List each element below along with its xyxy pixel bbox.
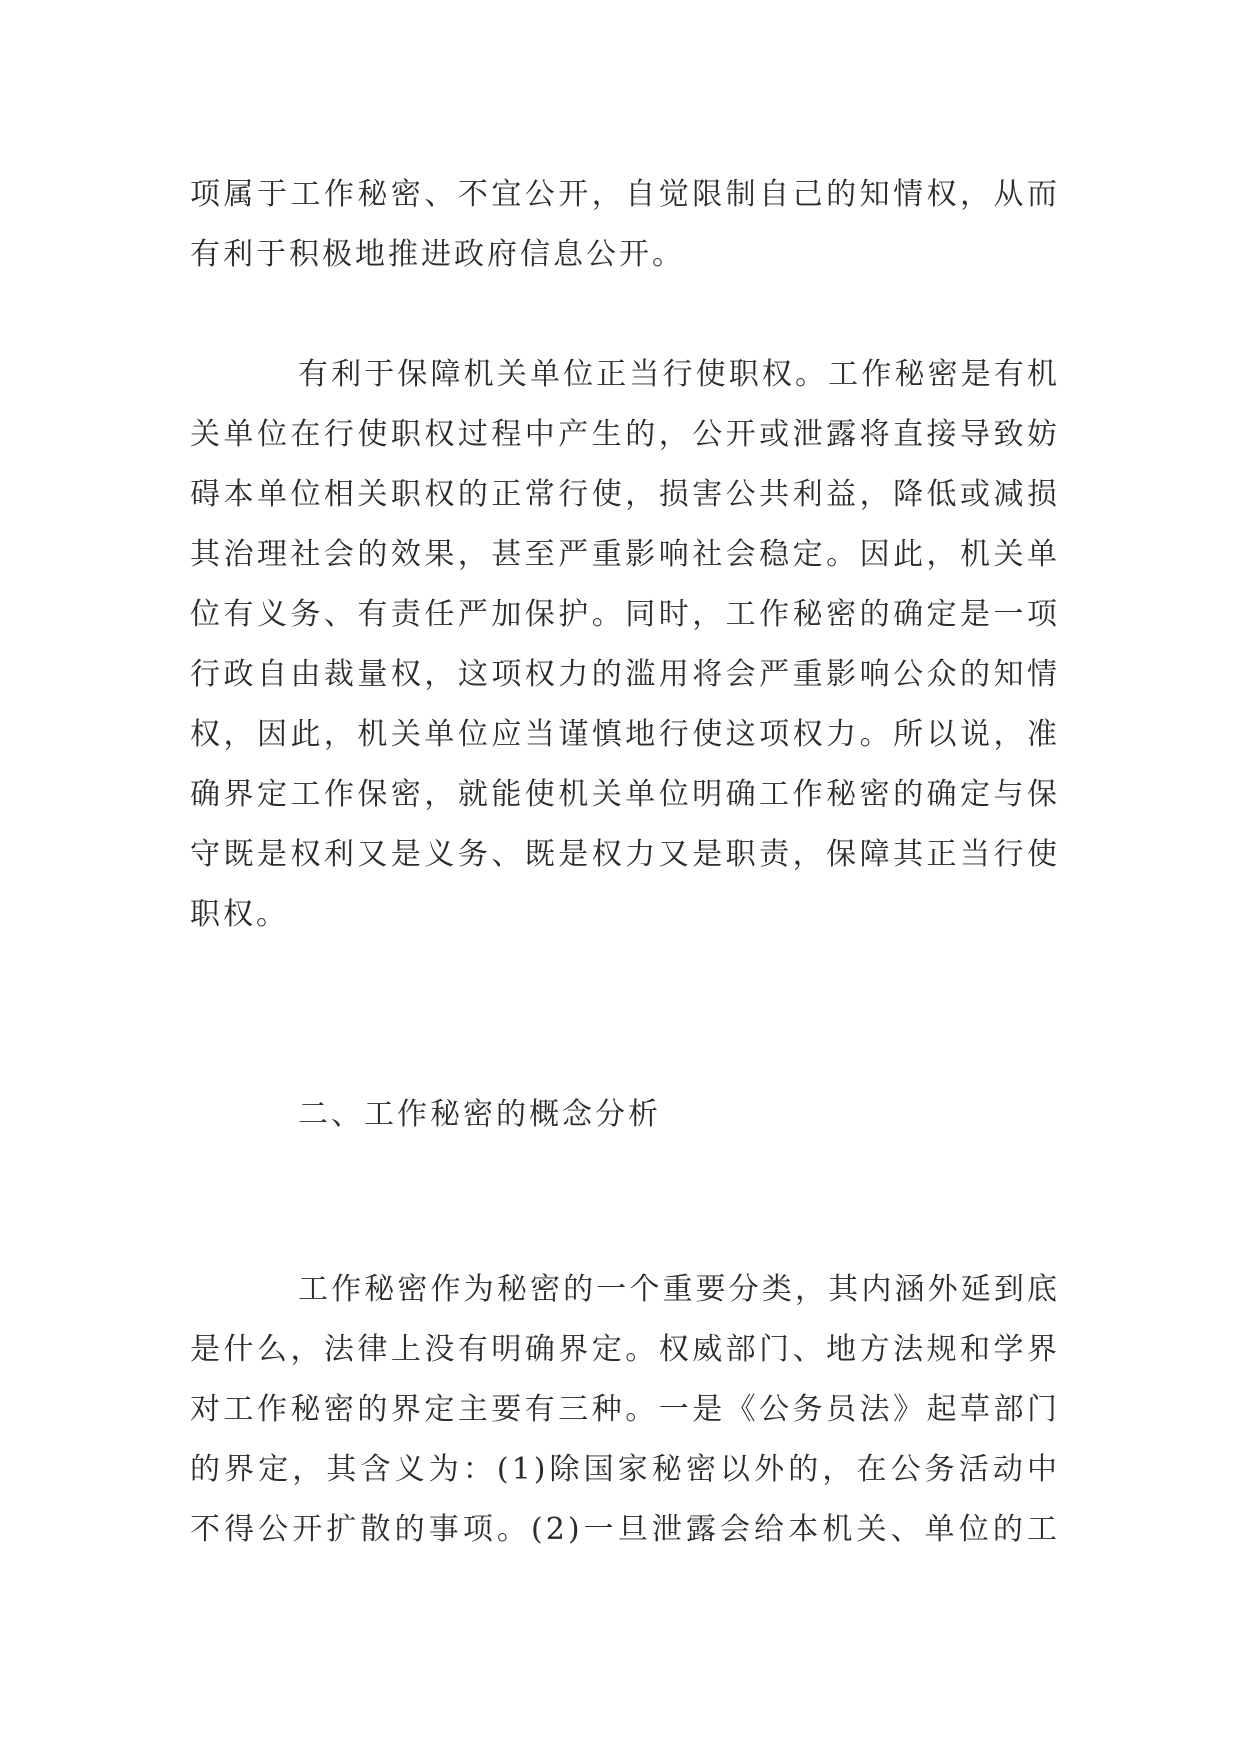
- paragraph-2-line-5: 位有义务、有责任严加保护。同时，工作秘密的确定是一项: [190, 597, 1060, 632]
- section-heading: 二、工作秘密的概念分析: [298, 1097, 661, 1132]
- paragraph-3-line-5: 不得公开扩散的事项。(2)一旦泄露会给本机关、单位的工: [190, 1512, 1060, 1547]
- paragraph-2-line-4: 其治理社会的效果，甚至严重影响社会稳定。因此，机关单: [190, 537, 1060, 572]
- paragraph-1-line-1: 项属于工作秘密、不宜公开，自觉限制自己的知情权，从而: [190, 177, 1060, 212]
- paragraph-2-line-1: 有利于保障机关单位正当行使职权。工作秘密是有机: [298, 357, 1060, 392]
- paragraph-2-line-10: 职权。: [190, 897, 289, 932]
- paragraph-1: [190, 165, 1060, 285]
- paragraph-2-line-3: 碍本单位相关职权的正常行使，损害公共利益，降低或减损: [190, 477, 1060, 512]
- paragraph-2-line-9: 守既是权利又是义务、既是权力又是职责，保障其正当行使: [190, 837, 1060, 872]
- paragraph-3-line-4: 的界定，其含义为：(1)除国家秘密以外的，在公务活动中: [190, 1452, 1060, 1487]
- paragraph-3-line-3: 对工作秘密的界定主要有三种。一是《公务员法》起草部门: [190, 1392, 1060, 1427]
- paragraph-2-line-7: 权，因此，机关单位应当谨慎地行使这项权力。所以说，准: [190, 717, 1060, 752]
- paragraph-2-line-8: 确界定工作保密，就能使机关单位明确工作秘密的确定与保: [190, 777, 1060, 812]
- paragraph-3: [190, 1260, 1060, 1560]
- paragraph-3-line-1: 工作秘密作为秘密的一个重要分类，其内涵外延到底: [298, 1272, 1060, 1307]
- paragraph-2-line-6: 行政自由裁量权，这项权力的滥用将会严重影响公众的知情: [190, 657, 1060, 692]
- paragraph-2: [190, 345, 1060, 945]
- paragraph-3-line-2: 是什么，法律上没有明确界定。权威部门、地方法规和学界: [190, 1332, 1060, 1367]
- paragraph-1-line-2: 有利于积极地推进政府信息公开。: [190, 237, 685, 272]
- paragraph-2-line-2: 关单位在行使职权过程中产生的，公开或泄露将直接导致妨: [190, 417, 1060, 452]
